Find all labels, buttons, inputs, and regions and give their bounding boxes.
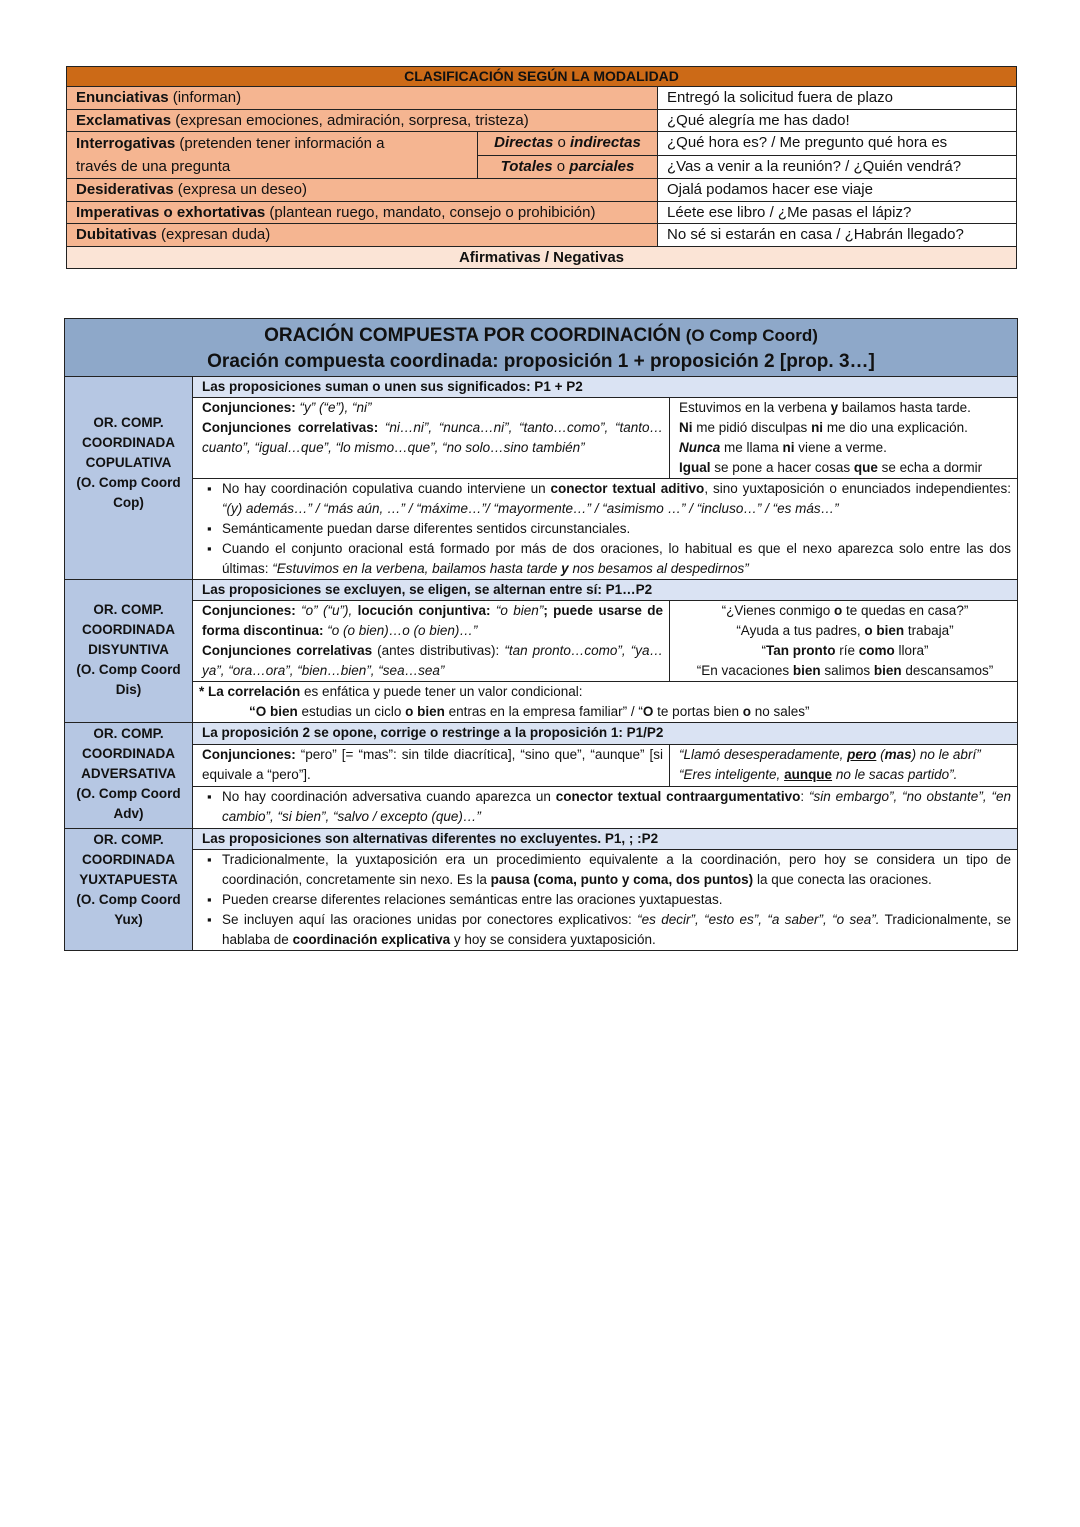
copulativa-conjunciones: Conjunciones: “y” (“e”), “ni” Conjunciones correlativas: “ni…ni”, “nunca…ni”, “tanto…como”, “tanto…cuanto”, “igual…que”, “lo mismo…que”, “no solo…sino también” bbox=[193, 398, 670, 479]
modalidad-footer: Afirmativas / Negativas bbox=[67, 246, 1017, 269]
copulativa-nota-1: ▪ No hay coordinación copulativa cuando interviene un conector textual aditivo, sino yuxtaposición o enunciados independientes: “(y) además…” / “más aún, …” / “máxime…”/ “mayormente…” / “asimismo …” / “incluso…” / “es más…” bbox=[222, 479, 1011, 519]
interrogativas-directas-indirectas: Directas o indirectas bbox=[478, 132, 658, 156]
adversativa-ejemplos: “Llamó desesperadamente, pero (mas) no le abrí” “Eres inteligente, aunque no le sacas partido”. bbox=[670, 744, 1018, 786]
adversativa-nota-1: ▪ No hay coordinación adversativa cuando aparezca un conector textual contraargumentativo: “sin embargo”, “no obstante”, “en cambio”, “si bien”, “salvo / excepto (que)…” bbox=[222, 787, 1011, 827]
exclamativas-desc: (expresan emociones, admiración, sorpresa, tristeza) bbox=[171, 111, 529, 129]
row-exclamativas bbox=[67, 109, 1017, 132]
interrogativas-name: Interrogativas bbox=[76, 135, 176, 152]
yuxtapuesta-notas bbox=[193, 850, 1018, 951]
disyuntiva-ejemplos: “¿Vienes conmigo o te quedas en casa?” “Ayuda a tus padres, o bien trabaja” “Tan pronto ríe como llora” “En vacaciones bien salimos bien descansamos” bbox=[670, 601, 1018, 682]
desiderativas-desc: (expresa un deseo) bbox=[173, 181, 307, 198]
label-adversativa: OR. COMP. COORDINADA ADVERSATIVA (O. Comp Coord Adv) bbox=[65, 723, 193, 829]
disyuntiva-header: Las proposiciones se excluyen, se eligen, se alternan entre sí: P1…P2 bbox=[193, 580, 1018, 601]
yuxtapuesta-nota-3: ▪ Se incluyen aquí las oraciones unidas por conectores explicativos: “es decir”, “esto es”, “a saber”, “o sea”. Tradicionalmente, se hablaba de coordinación explicativa y hoy se considera yuxtaposición. bbox=[222, 910, 1011, 950]
modalidad-title: CLASIFICACIÓN SEGÚN LA MODALIDAD bbox=[67, 67, 1017, 87]
interrogativas-desc-1: (pretenden tener información a bbox=[175, 135, 385, 152]
row-interrogativas-1 bbox=[67, 132, 1017, 156]
row-enunciativas bbox=[67, 87, 1017, 110]
disyuntiva-notas bbox=[193, 682, 1018, 723]
disyuntiva-nota-2: “O bien estudias un ciclo o bien entras en la empresa familiar” / “O te portas bien o no sales” bbox=[249, 704, 810, 719]
coordinacion-table bbox=[64, 318, 1018, 951]
label-yuxtapuesta: OR. COMP. COORDINADA YUXTAPUESTA (O. Comp Coord Yux) bbox=[65, 829, 193, 951]
interrogativas-example-2: ¿Vas a venir a la reunión? / ¿Quién vendrá? bbox=[658, 155, 1017, 179]
label-copulativa: OR. COMP. COORDINADA COPULATIVA (O. Comp Coord Cop) bbox=[65, 377, 193, 580]
disyuntiva-conjunciones: Conjunciones: “o” (“u”), locución conjuntiva: “o bien”; puede usarse de forma discontinua: “o (o bien)…o (o bien)…” Conjunciones correlativas (antes distributivas): “tan pronto…como”, “ya…ya”, “ora…ora”, “bien…bien”, “sea…sea” bbox=[193, 601, 670, 682]
adversativa-header: La proposición 2 se opone, corrige o restringe a la proposición 1: P1/P2 bbox=[193, 723, 1018, 745]
copulativa-nota-2: ▪ Semánticamente puedan darse diferentes sentidos circunstanciales. bbox=[222, 519, 1011, 539]
copulativa-ejemplos: Estuvimos en la verbena y bailamos hasta tarde. Ni me pidió disculpas ni me dio una explicación. Nunca me llama ni viene a verme. Igual se pone a hacer cosas que se echa a dormir bbox=[670, 398, 1018, 479]
coordinacion-subtitle: Oración compuesta coordinada: proposición 1 + proposición 2 [prop. 3…] bbox=[207, 351, 875, 372]
desiderativas-name: Desiderativas bbox=[76, 181, 174, 198]
enunciativas-name: Enunciativas bbox=[76, 89, 169, 106]
imperativas-name: Imperativas o exhortativas bbox=[76, 203, 266, 221]
interrogativas-desc-2: través de una pregunta bbox=[76, 158, 231, 175]
enunciativas-desc: (informan) bbox=[168, 89, 242, 106]
row-dubitativas bbox=[67, 224, 1017, 247]
modalidad-table bbox=[66, 66, 1017, 269]
adversativa-notas bbox=[193, 786, 1018, 828]
dubitativas-desc: (expresan duda) bbox=[156, 226, 271, 243]
interrogativas-example-1: ¿Qué hora es? / Me pregunto qué hora es bbox=[658, 132, 1017, 156]
desiderativas-example: Ojalá podamos hacer ese viaje bbox=[658, 179, 1017, 202]
copulativa-header: Las proposiciones suman o unen sus significados: P1 + P2 bbox=[193, 377, 1018, 398]
copulativa-nota-3: ▪ Cuando el conjunto oracional está formado por más de dos oraciones, lo habitual es que el nexo aparezca solo entre las dos últimas: “Estuvimos en la verbena, bailamos hasta tarde y nos besamos al despedirnos” bbox=[222, 539, 1011, 579]
row-desiderativas bbox=[67, 179, 1017, 202]
enunciativas-example: Entregó la solicitud fuera de plazo bbox=[658, 87, 1017, 110]
imperativas-desc: (plantean ruego, mandato, consejo o prohibición) bbox=[265, 203, 596, 221]
exclamativas-example: ¿Qué alegría me has dado! bbox=[658, 109, 1017, 132]
yuxtapuesta-nota-1: ▪ Tradicionalmente, la yuxtaposición era un procedimiento equivalente a la coordinación, pero hoy se considera un tipo de coordinación, concretamente sin nexo. Es la pausa (coma, punto y coma, dos puntos) la que conecta las oraciones. bbox=[222, 850, 1011, 890]
dubitativas-name: Dubitativas bbox=[76, 226, 157, 243]
dubitativas-example: No sé si estarán en casa / ¿Habrán llegado? bbox=[658, 224, 1017, 247]
copulativa-notas bbox=[193, 479, 1018, 580]
imperativas-example: Léete ese libro / ¿Me pasas el lápiz? bbox=[658, 201, 1017, 224]
label-disyuntiva: OR. COMP. COORDINADA DISYUNTIVA (O. Comp Coord Dis) bbox=[65, 580, 193, 723]
exclamativas-name: Exclamativas bbox=[76, 111, 172, 129]
yuxtapuesta-nota-2: ▪ Pueden crearse diferentes relaciones semánticas entre las oraciones yuxtapuestas. bbox=[222, 890, 1011, 910]
adversativa-conjunciones: Conjunciones: “pero” [= “mas”: sin tilde diacrítica], “sino que”, “aunque” [si equivale a “pero”]. bbox=[193, 744, 670, 786]
yuxtapuesta-header: Las proposiciones son alternativas diferentes no excluyentes. P1, ; :P2 bbox=[193, 829, 1018, 850]
coordinacion-title: ORACIÓN COMPUESTA POR COORDINACIÓN (O Comp Coord) bbox=[264, 325, 818, 346]
interrogativas-totales-parciales: Totales o parciales bbox=[478, 155, 658, 179]
coordinacion-title-block bbox=[65, 319, 1018, 377]
row-imperativas bbox=[67, 201, 1017, 224]
disyuntiva-nota-1: * La correlación es enfática y puede tener un valor condicional: bbox=[199, 684, 583, 699]
